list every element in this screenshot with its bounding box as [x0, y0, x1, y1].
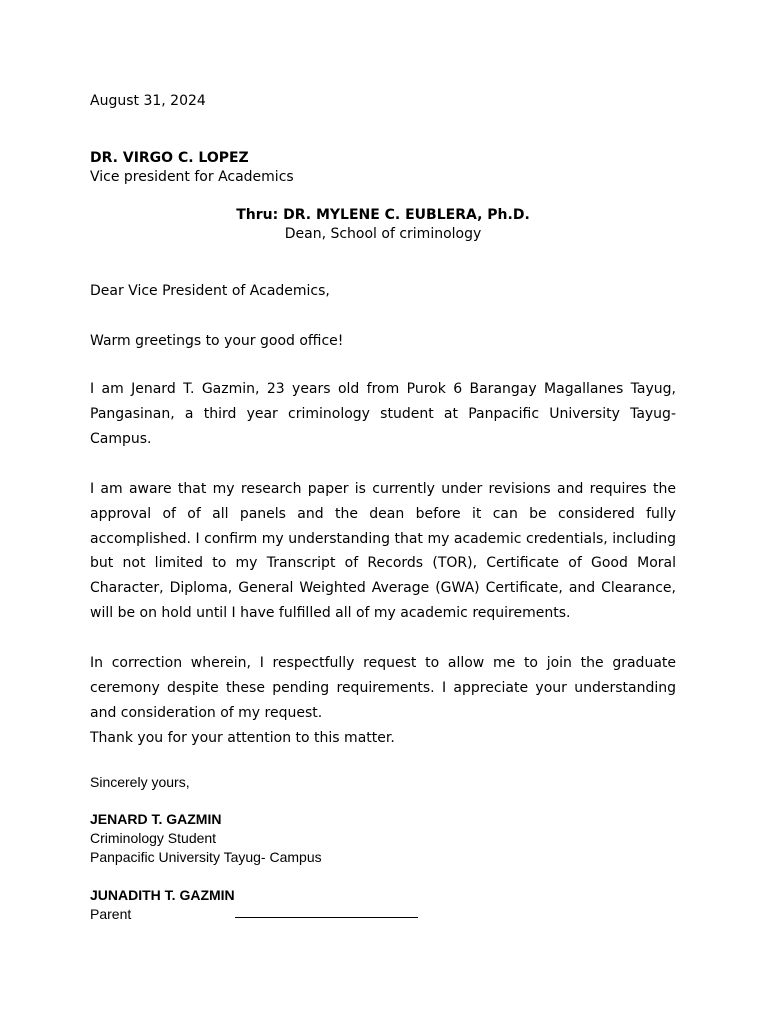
thru-line: Thru: DR. MYLENE C. EUBLERA, Ph.D.: [236, 207, 530, 223]
salutation: Dear Vice President of Academics,: [90, 283, 330, 299]
letter-date: August 31, 2024: [90, 93, 206, 109]
sender-name: JENARD T. GAZMIN: [90, 811, 222, 827]
parent-name: JUNADITH T. GAZMIN: [90, 887, 235, 903]
body-paragraph-intro: I am Jenard T. Gazmin, 23 years old from Purok 6 Barangay Magallanes Tayug, Pangasinan, a third year criminology student at Panpacific University Tayug- Campus.: [90, 381, 676, 447]
greeting: Warm greetings to your good office!: [90, 333, 344, 349]
closing: Sincerely yours,: [90, 774, 190, 790]
body-paragraph-credentials: I am aware that my research paper is currently under revisions and requires the approval of of all panels and the dean before it can be considered fully accomplished. I confirm my understanding that my academic credentials, including but not limited to my Transcript of Records (TOR), Certificate of Good Moral Character, Diploma, General Weighted Average (GWA) Certificate, and Clearance, will be on hold until I have fulfilled all of my academic requirements.: [90, 481, 676, 621]
sender-school: Panpacific University Tayug- Campus: [90, 849, 322, 865]
recipient-name: DR. VIRGO C. LOPEZ: [90, 150, 249, 166]
parent-role: Parent: [90, 906, 132, 922]
signature-line: [235, 917, 418, 918]
sender-role: Criminology Student: [90, 830, 217, 846]
body-paragraph-request: In correction wherein, I respectfully request to allow me to join the graduate ceremony despite these pending requirements. I appreciate your understanding and consideration of my request.: [90, 655, 676, 721]
thanks-line: Thank you for your attention to this matter.: [90, 730, 395, 746]
thru-title: Dean, School of criminology: [284, 226, 482, 242]
recipient-title: Vice president for Academics: [90, 169, 294, 185]
